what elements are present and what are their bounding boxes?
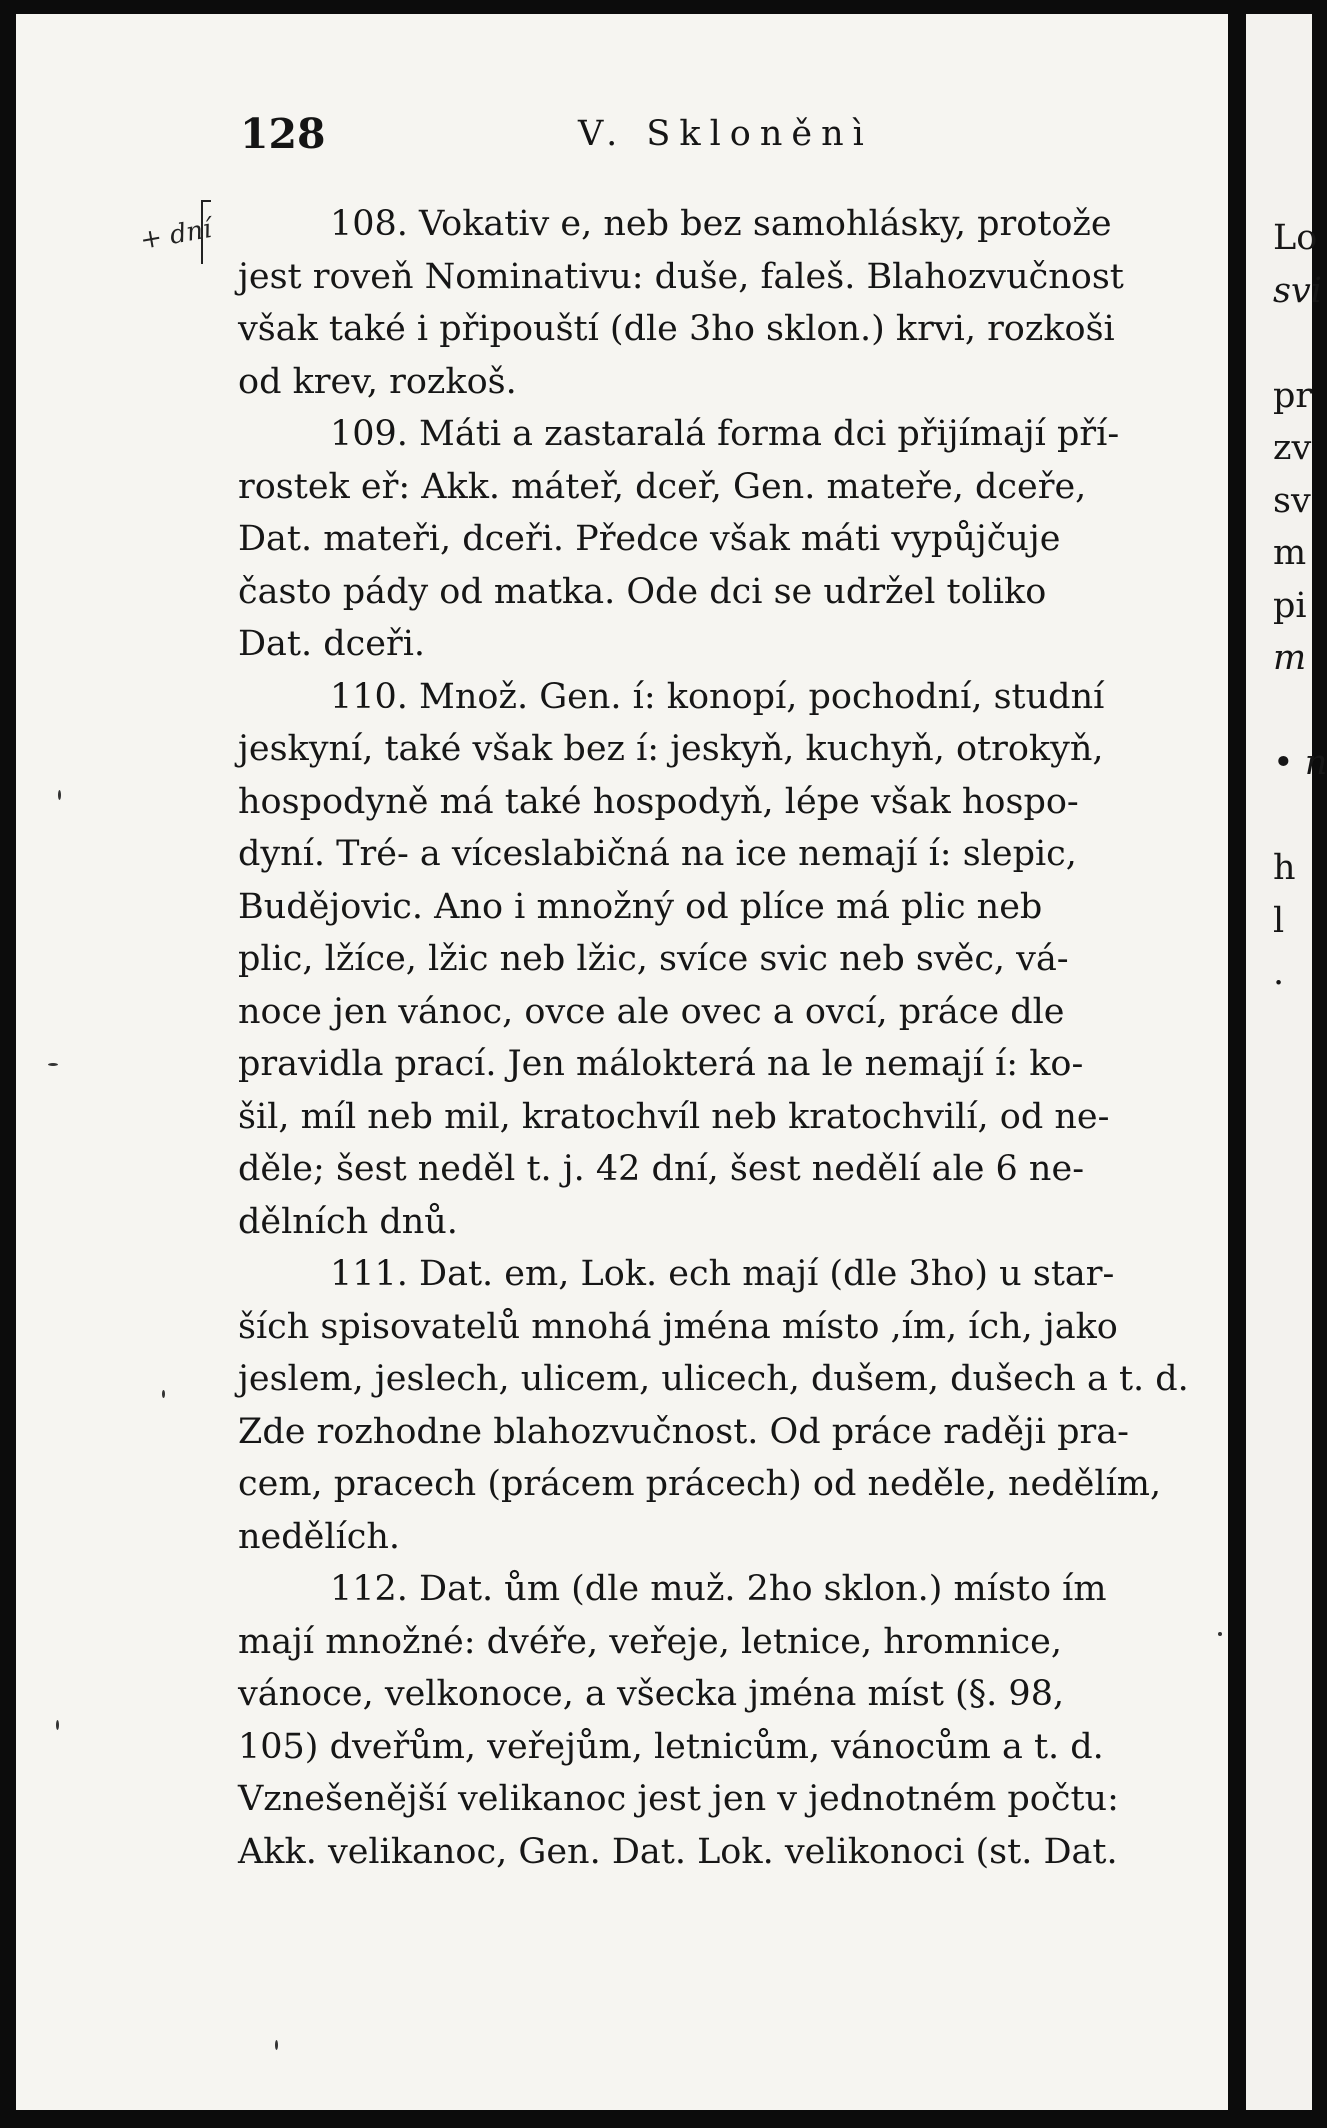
paper-speck xyxy=(56,1720,59,1730)
text-line: Akk. velikanoc, Gen. Dat. Lok. velikonoci (st. Dat. xyxy=(238,1831,1118,1872)
body-text xyxy=(238,198,1198,1878)
handwritten-margin-note: + dní xyxy=(137,213,214,257)
text-line: dělních dnů. xyxy=(238,1201,458,1242)
facing-page xyxy=(1246,14,1327,2110)
facing-line: pi xyxy=(1273,585,1307,626)
text-line: dyní. Tré- a víceslabičná na ice nemají í: slepic, xyxy=(238,834,1077,874)
text-line: často pády od matka. Ode dci se udržel toliko xyxy=(238,571,1047,612)
paper-speck xyxy=(58,790,61,800)
text-line: 108. Vokativ e, neb bez samohlásky, protože xyxy=(330,204,1112,244)
facing-line: h xyxy=(1273,848,1296,888)
running-head: V. Skloněnì xyxy=(578,114,873,154)
text-line: hospodyně má také hospodyň, lépe však hospo- xyxy=(238,781,1079,822)
facing-line: pr xyxy=(1273,375,1313,416)
text-line: Vznešenější velikanoc jest jen v jednotném počtu: xyxy=(238,1779,1119,1819)
text-line: jeskyní, také však bez í: jeskyň, kuchyň, otrokyň, xyxy=(238,729,1104,769)
facing-line: • n xyxy=(1273,743,1327,783)
text-line: cem, pracech (prácem prácech) od neděle, nedělím, xyxy=(238,1464,1162,1504)
paper-speck xyxy=(275,2040,278,2050)
text-line: rostek eř: Akk. máteř, dceř, Gen. mateře, dceře, xyxy=(238,466,1087,507)
text-line: 109. Máti a zastaralá forma dci přijímají pří- xyxy=(330,414,1120,454)
facing-line: . xyxy=(1273,953,1285,993)
text-line: Zde rozhodne blahozvučnost. Od práce raději pra- xyxy=(238,1411,1129,1452)
facing-line xyxy=(1273,317,1327,370)
text-line: plic, lžíce, lžic neb lžic, svíce svic neb svěc, vá- xyxy=(238,939,1069,979)
text-line: Budějovic. Ano i množný od plíce má plic neb xyxy=(238,886,1043,927)
facing-line: zv xyxy=(1273,428,1312,468)
text-line: však také i připouští (dle 3ho sklon.) krvi, rozkoši xyxy=(238,309,1115,349)
text-line: vánoce, velkonoce, a všecka jména míst (§. 98, xyxy=(238,1674,1065,1714)
facing-line: m xyxy=(1273,533,1307,573)
paper-speck xyxy=(48,1063,58,1066)
text-line: mají množné: dvéře, veřeje, letnice, hromnice, xyxy=(238,1621,1062,1662)
text-line: 112. Dat. ům (dle muž. 2ho sklon.) místo ím xyxy=(330,1569,1107,1609)
text-line: děle; šest neděl t. j. 42 dní, šest nedělí ale 6 ne- xyxy=(238,1149,1085,1189)
paper-speck xyxy=(162,1390,165,1398)
facing-line: m xyxy=(1273,638,1307,678)
page-number: 128 xyxy=(240,110,326,158)
facing-line xyxy=(1273,790,1327,843)
text-line: jeslem, jeslech, ulicem, ulicech, dušem, dušech a t. d. xyxy=(238,1359,1189,1399)
text-line: Dat. mateři, dceři. Předce však máti vypůjčuje xyxy=(238,519,1061,559)
facing-line xyxy=(1273,685,1327,738)
facing-line: sv xyxy=(1273,480,1311,521)
text-line: 105) dveřům, veřejům, letnicům, vánocům a t. d. xyxy=(238,1726,1104,1767)
facing-line: svi xyxy=(1273,270,1322,311)
facing-page-text xyxy=(1273,212,1327,1000)
paper-speck xyxy=(1218,1632,1222,1636)
text-line: od krev, rozkoš. xyxy=(238,361,517,402)
facing-line: l xyxy=(1273,900,1285,941)
text-line: nedělích. xyxy=(238,1516,401,1557)
text-line: ších spisovatelů mnohá jména místo ,ím, ích, jako xyxy=(238,1306,1118,1347)
text-line: pravidla prací. Jen málokterá na le nemají í: ko- xyxy=(238,1044,1084,1084)
text-line: Dat. dceři. xyxy=(238,624,426,664)
text-line: 110. Množ. Gen. í: konopí, pochodní, studní xyxy=(330,676,1105,717)
text-line: jest roveň Nominativu: duše, faleš. Blahozvučnost xyxy=(238,256,1124,297)
facing-line: Lo xyxy=(1273,218,1318,258)
text-line: noce jen vánoc, ovce ale ovec a ovcí, práce dle xyxy=(238,991,1065,1032)
text-line: šil, míl neb mil, kratochvíl neb kratochvilí, od ne- xyxy=(238,1096,1110,1137)
page-header xyxy=(240,110,1200,170)
text-line: 111. Dat. em, Lok. ech mají (dle 3ho) u star- xyxy=(330,1254,1115,1294)
book-gutter xyxy=(1228,0,1246,2128)
